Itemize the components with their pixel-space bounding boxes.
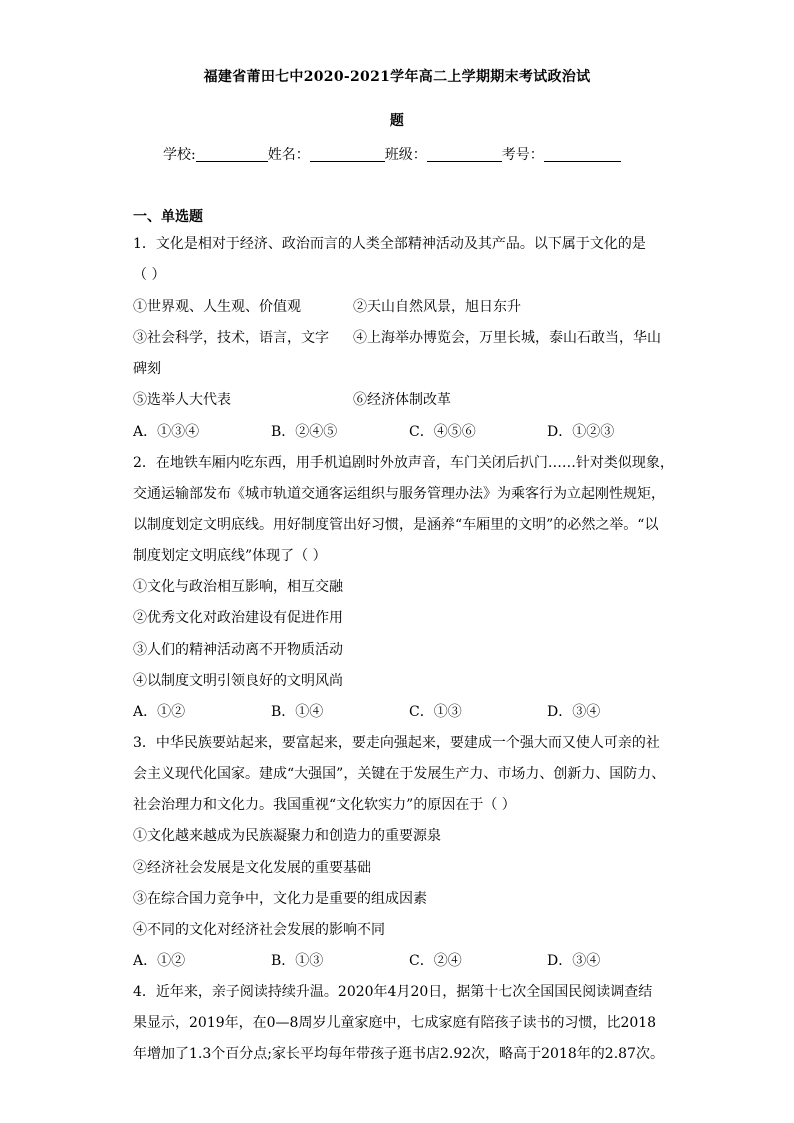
class-label: 班级：	[384, 147, 427, 163]
q2-item-1: ①文化与政治相互影响，相互交融	[133, 579, 343, 595]
q2-stem-line-3: 以制度划定文明底线。用好制度管出好习惯，是涵养“车厢里的文明”的必然之举。“以	[133, 517, 659, 533]
q3-item-3: ③在综合国力竞争中，文化力是重要的组成因素	[133, 891, 427, 907]
name-blank[interactable]	[310, 146, 385, 162]
q1-choice-a[interactable]: A．①③④	[133, 424, 200, 440]
number-blank[interactable]	[544, 146, 621, 162]
student-info-row	[163, 144, 621, 164]
q2-item-3: ③人们的精神活动离不开物质活动	[133, 642, 343, 658]
q1-item-3: ③社会科学，技术，语言，文字	[133, 330, 329, 346]
q2-choice-a[interactable]: A．①②	[133, 704, 186, 720]
q2-choice-c[interactable]: C．①③	[409, 704, 462, 720]
school-blank[interactable]	[196, 146, 268, 162]
q2-stem-line-4: 制度划定文明底线”体现了（ ）	[133, 548, 327, 564]
q2-choice-d[interactable]: D．③④	[547, 704, 601, 720]
q3-choice-c[interactable]: C．②④	[409, 953, 462, 969]
school-label: 学校:	[163, 147, 196, 163]
document-title: 福建省莆田七中2020-2021学年高二上学期期末考试政治试	[203, 69, 591, 85]
q1-choice-d[interactable]: D．①②③	[547, 424, 615, 440]
q1-choice-b[interactable]: B．②④⑤	[271, 424, 338, 440]
q2-stem-line-1: 2．在地铁车厢内吃东西，用手机追剧时外放声音，车门关闭后扒门……针对类似现象，	[133, 455, 674, 471]
q1-item-1: ①世界观、人生观、价值观	[133, 299, 301, 315]
number-label: 考号：	[501, 147, 544, 163]
q2-choice-b[interactable]: B．①④	[271, 704, 324, 720]
q2-item-4: ④以制度文明引领良好的文明风尚	[133, 673, 343, 689]
q3-item-1: ①文化越来越成为民族凝聚力和创造力的重要源泉	[133, 828, 441, 844]
document-title-continued: 题	[389, 113, 405, 129]
q3-choice-b[interactable]: B．①③	[271, 953, 324, 969]
q1-item-4: ④上海举办博览会，万里长城，泰山石敢当，华山	[353, 330, 661, 346]
q3-stem-line-2: 会主义现代化国家。建成“大强国”，关键在于发展生产力、市场力、创新力、国防力、	[133, 766, 666, 782]
q1-item-6: ⑥经济体制改革	[353, 392, 451, 408]
q3-item-2: ②经济社会发展是文化发展的重要基础	[133, 860, 371, 876]
q3-stem-line-3: 社会治理力和文化力。我国重视“文化软实力”的原因在于（ ）	[133, 797, 516, 813]
q1-paren: （ ）	[133, 267, 166, 283]
q3-choice-d[interactable]: D．③④	[547, 953, 601, 969]
name-label: 姓名：	[267, 147, 310, 163]
q3-item-4: ④不同的文化对经济社会发展的影响不同	[133, 922, 385, 938]
q4-stem-line-2: 果显示，2019年，在0—8周岁儿童家庭中，七成家庭有陪孩子读书的习惯，比2018	[133, 1015, 657, 1031]
q4-stem-line-1: 4．近年来，亲子阅读持续升温。2020年4月20日，据第十七次全国国民阅读调查结	[133, 984, 653, 1000]
q1-item-4-cont: 碑刻	[133, 361, 161, 377]
q2-item-2: ②优秀文化对政治建设有促进作用	[133, 610, 343, 626]
section-heading: 一、单选题	[133, 209, 203, 225]
q3-choice-a[interactable]: A．①②	[133, 953, 186, 969]
q2-stem-line-2: 交通运输部发布《城市轨道交通客运组织与服务管理办法》为乘客行为立起刚性规矩，	[133, 486, 665, 502]
q3-stem-line-1: 3．中华民族要站起来，要富起来，要走向强起来，要建成一个强大而又使人可亲的社	[133, 735, 660, 751]
class-blank[interactable]	[427, 146, 502, 162]
q4-stem-line-3: 年增加了1.3个百分点;家长平均每年带孩子逛书店2.92次，略高于2018年的2.87次。	[133, 1046, 664, 1062]
q1-item-2: ②天山自然风景，旭日东升	[353, 299, 521, 315]
q1-stem: 1．文化是相对于经济、政治而言的人类全部精神活动及其产品。以下属于文化的是	[133, 236, 646, 252]
q1-item-5: ⑤选举人大代表	[133, 392, 231, 408]
q1-choice-c[interactable]: C．④⑤⑥	[409, 424, 476, 440]
